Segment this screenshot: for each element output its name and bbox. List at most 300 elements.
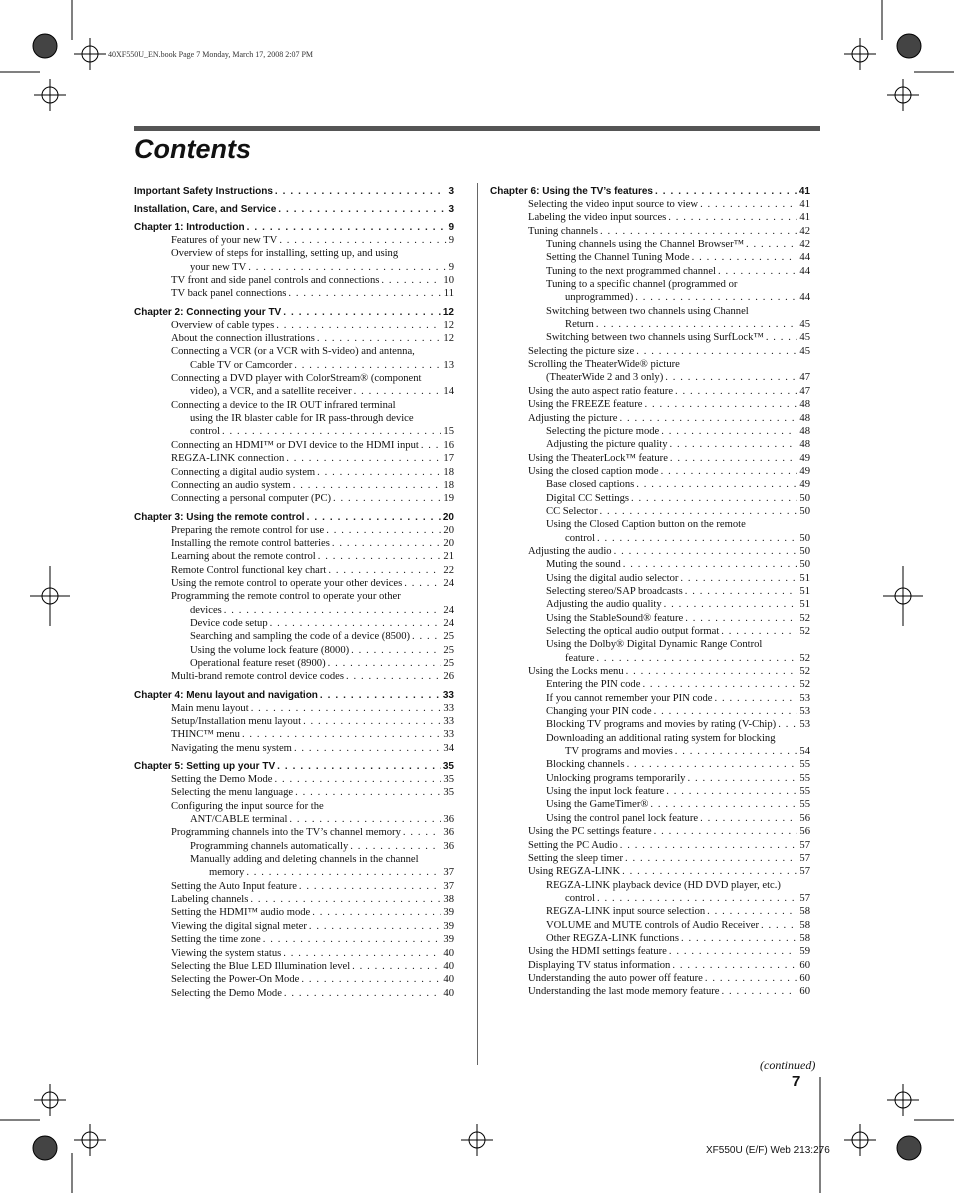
toc-right-column — [490, 185, 810, 999]
toc-entry-title: Using the TheaterLock™ feature — [528, 452, 668, 464]
toc-entry[interactable] — [134, 550, 454, 563]
dot-leader — [721, 625, 797, 638]
dot-leader — [664, 598, 798, 611]
toc-entry[interactable] — [490, 598, 810, 611]
toc-entry[interactable] — [490, 718, 810, 731]
toc-entry-page: 55 — [799, 786, 810, 798]
toc-entry[interactable] — [134, 702, 454, 715]
dot-leader — [687, 772, 797, 785]
toc-entry-title: Selecting stereo/SAP broadcasts — [546, 585, 683, 597]
toc-entry[interactable] — [490, 638, 810, 651]
toc-entry[interactable] — [490, 398, 810, 411]
dot-leader — [318, 550, 442, 563]
toc-entry[interactable] — [490, 358, 810, 371]
toc-entry[interactable] — [134, 537, 454, 550]
toc-entry-page: 50 — [799, 505, 810, 517]
toc-entry[interactable] — [490, 945, 810, 958]
toc-entry[interactable] — [134, 947, 454, 960]
toc-entry-title: Digital CC Settings — [546, 492, 629, 504]
toc-entry[interactable] — [134, 604, 454, 617]
dot-leader — [312, 906, 441, 919]
toc-entry[interactable] — [134, 728, 454, 741]
toc-entry[interactable] — [490, 318, 810, 331]
toc-entry[interactable] — [490, 972, 810, 985]
dot-leader — [278, 203, 446, 216]
dot-leader — [277, 760, 441, 773]
toc-chapter-entry[interactable] — [134, 203, 454, 216]
toc-entry-page: 38 — [443, 894, 454, 906]
toc-entry[interactable] — [490, 865, 810, 878]
toc-entry-title: Downloading an additional rating system for blocking — [546, 732, 776, 744]
dot-leader — [597, 892, 797, 905]
toc-entry-title: Chapter 5: Setting up your TV — [134, 761, 276, 773]
toc-chapter-entry[interactable] — [134, 221, 454, 234]
toc-entry-title: Using REGZA-LINK — [528, 866, 621, 878]
toc-entry-title: Manually adding and deleting channels in the channel — [190, 854, 419, 866]
toc-entry-page: 17 — [443, 453, 454, 465]
toc-entry-page: 45 — [799, 345, 810, 357]
dot-leader — [247, 221, 447, 234]
dot-leader — [635, 291, 797, 304]
toc-entry[interactable] — [134, 973, 454, 986]
toc-entry-page: 39 — [443, 920, 454, 932]
dot-leader — [654, 825, 798, 838]
toc-chapter-entry[interactable] — [490, 185, 810, 198]
toc-entry[interactable] — [134, 630, 454, 643]
toc-entry-page: 50 — [799, 532, 810, 544]
dot-leader — [620, 839, 798, 852]
dot-leader — [283, 947, 441, 960]
toc-entry-page: 52 — [799, 652, 810, 664]
toc-entry-page: 53 — [799, 706, 810, 718]
dot-leader — [623, 558, 798, 571]
toc-entry[interactable] — [134, 332, 454, 345]
toc-entry-page: 58 — [799, 932, 810, 944]
toc-entry-page: 48 — [799, 399, 810, 411]
dot-leader — [669, 945, 798, 958]
toc-entry[interactable] — [490, 812, 810, 825]
toc-entry[interactable] — [490, 251, 810, 264]
toc-entry[interactable] — [490, 959, 810, 972]
toc-entry-title: TV programs and movies — [565, 746, 673, 758]
toc-entry[interactable] — [490, 985, 810, 998]
toc-entry-page: 34 — [443, 742, 454, 754]
dot-leader — [293, 479, 442, 492]
toc-entry[interactable] — [134, 960, 454, 973]
dot-leader — [328, 657, 442, 670]
toc-entry-title: Operational feature reset (8900) — [190, 657, 326, 669]
toc-entry-page: 14 — [443, 386, 454, 398]
toc-entry[interactable] — [490, 758, 810, 771]
dot-leader — [309, 920, 442, 933]
toc-entry-page: 40 — [443, 974, 454, 986]
toc-entry[interactable] — [490, 905, 810, 918]
toc-entry[interactable] — [490, 478, 810, 491]
toc-entry-page: 55 — [799, 772, 810, 784]
toc-entry[interactable] — [134, 439, 454, 452]
toc-entry[interactable] — [134, 773, 454, 786]
toc-entry-title: Setting the Auto Input feature — [171, 880, 297, 892]
toc-entry[interactable] — [134, 920, 454, 933]
toc-entry[interactable] — [134, 987, 454, 1000]
toc-entry-page: 42 — [799, 225, 810, 237]
toc-entry-page: 44 — [799, 265, 810, 277]
toc-entry-title: VOLUME and MUTE controls of Audio Receiver — [546, 919, 760, 931]
toc-entry[interactable] — [134, 590, 454, 603]
dot-leader — [761, 919, 797, 932]
toc-entry-title: Tuning to the next programmed channel — [546, 265, 716, 277]
toc-entry-title: ANT/CABLE terminal — [190, 814, 288, 826]
dot-leader — [680, 572, 797, 585]
toc-entry-page: 54 — [799, 746, 810, 758]
dot-leader — [248, 261, 446, 274]
dot-leader — [224, 604, 442, 617]
toc-entry-page: 26 — [443, 671, 454, 683]
toc-entry[interactable] — [134, 670, 454, 683]
toc-entry[interactable] — [490, 625, 810, 638]
toc-entry[interactable] — [490, 558, 810, 571]
toc-entry-page: 15 — [443, 426, 454, 438]
dot-leader — [626, 665, 798, 678]
dot-leader — [351, 644, 441, 657]
toc-entry[interactable] — [490, 278, 810, 291]
toc-entry-title: Learning about the remote control — [171, 551, 316, 563]
toc-entry-title: Viewing the digital signal meter — [171, 920, 307, 932]
toc-entry-title: Selecting the Power-On Mode — [171, 974, 300, 986]
toc-entry-title: Selecting the menu language — [171, 787, 294, 799]
toc-entry-title: Using the closed caption mode — [528, 465, 659, 477]
toc-entry[interactable] — [490, 745, 810, 758]
toc-entry[interactable] — [134, 866, 454, 879]
toc-entry-title: Using the digital audio selector — [546, 572, 679, 584]
toc-entry[interactable] — [490, 678, 810, 691]
toc-entry[interactable] — [490, 785, 810, 798]
toc-entry[interactable] — [490, 198, 810, 211]
toc-entry[interactable] — [134, 399, 454, 412]
toc-entry-page: 39 — [443, 934, 454, 946]
toc-entry[interactable] — [490, 879, 810, 892]
toc-entry-page: 9 — [448, 261, 454, 273]
toc-entry[interactable] — [490, 892, 810, 905]
toc-entry-title: Chapter 4: Menu layout and navigation — [134, 689, 318, 701]
toc-entry[interactable] — [490, 665, 810, 678]
dot-leader — [301, 973, 441, 986]
dot-leader — [270, 617, 442, 630]
toc-entry-title: using the IR blaster cable for IR pass-through device — [190, 413, 414, 425]
toc-entry[interactable] — [490, 919, 810, 932]
toc-entry-title: Selecting the picture size — [528, 345, 635, 357]
toc-entry[interactable] — [490, 425, 810, 438]
toc-entry-title: your new TV — [190, 261, 247, 273]
toc-entry-title: control — [190, 426, 221, 438]
toc-entry[interactable] — [134, 524, 454, 537]
toc-entry[interactable] — [490, 532, 810, 545]
toc-entry[interactable] — [490, 572, 810, 585]
toc-entry[interactable] — [134, 715, 454, 728]
toc-entry-title: Overview of steps for installing, setting up, and using — [171, 248, 399, 260]
toc-entry-page: 40 — [443, 947, 454, 959]
toc-entry[interactable] — [134, 933, 454, 946]
toc-entry-title: feature — [565, 652, 595, 664]
toc-entry-page: 56 — [799, 826, 810, 838]
toc-entry-title: Device code setup — [190, 617, 268, 629]
toc-entry-title: Multi-brand remote control device codes — [171, 671, 344, 683]
toc-chapter-entry[interactable] — [134, 306, 454, 319]
toc-entry-title: Return — [565, 319, 594, 331]
dot-leader — [294, 742, 441, 755]
toc-chapter-entry[interactable] — [134, 185, 454, 198]
toc-entry[interactable] — [490, 772, 810, 785]
toc-entry-page: 36 — [443, 840, 454, 852]
toc-entry[interactable] — [490, 839, 810, 852]
toc-entry[interactable] — [490, 545, 810, 558]
toc-entry-title: Understanding the last mode memory feature — [528, 986, 720, 998]
toc-entry[interactable] — [490, 505, 810, 518]
toc-entry[interactable] — [490, 652, 810, 665]
toc-entry-title: Using the input lock feature — [546, 786, 665, 798]
toc-entry-title: TV back panel connections — [171, 288, 287, 300]
toc-entry[interactable] — [490, 798, 810, 811]
toc-entry-title: Using the FREEZE feature — [528, 399, 643, 411]
toc-entry[interactable] — [490, 265, 810, 278]
toc-entry-title: Base closed captions — [546, 479, 635, 491]
dot-leader — [246, 866, 441, 879]
toc-entry-page: 44 — [799, 292, 810, 304]
dot-leader — [307, 511, 441, 524]
toc-entry[interactable] — [134, 234, 454, 247]
toc-entry[interactable] — [134, 359, 454, 372]
toc-entry-title: Using the PC settings feature — [528, 826, 652, 838]
dot-leader — [685, 612, 797, 625]
dot-leader — [636, 345, 797, 358]
toc-entry-page: 51 — [799, 599, 810, 611]
toc-entry-title: If you cannot remember your PIN code — [546, 692, 713, 704]
dot-leader — [283, 306, 441, 319]
toc-entry[interactable] — [134, 800, 454, 813]
toc-entry[interactable] — [490, 692, 810, 705]
toc-entry[interactable] — [134, 466, 454, 479]
toc-entry-title: Tuning to a specific channel (programmed or — [546, 279, 738, 291]
toc-entry-page: 33 — [442, 689, 454, 701]
toc-entry[interactable] — [134, 385, 454, 398]
toc-entry[interactable] — [490, 385, 810, 398]
toc-entry-title: Connecting an HDMI™ or DVI device to the HDMI input — [171, 439, 419, 451]
toc-entry[interactable] — [490, 438, 810, 451]
toc-entry-title: video), a VCR, and a satellite receiver — [190, 386, 352, 398]
toc-entry[interactable] — [490, 452, 810, 465]
toc-entry[interactable] — [490, 225, 810, 238]
toc-entry[interactable] — [134, 564, 454, 577]
toc-entry-page: 57 — [799, 866, 810, 878]
toc-entry[interactable] — [134, 287, 454, 300]
toc-entry-title: Installation, Care, and Service — [134, 204, 277, 215]
toc-entry[interactable] — [134, 826, 454, 839]
dot-leader — [622, 865, 797, 878]
toc-entry[interactable] — [490, 852, 810, 865]
toc-entry[interactable] — [134, 906, 454, 919]
toc-entry-page: 52 — [799, 679, 810, 691]
toc-entry-page: 25 — [443, 631, 454, 643]
dot-leader — [317, 332, 442, 345]
toc-entry-page: 48 — [799, 412, 810, 424]
toc-entry[interactable] — [134, 247, 454, 260]
dot-leader — [288, 287, 441, 300]
dot-leader — [263, 933, 442, 946]
toc-entry[interactable] — [134, 452, 454, 465]
dot-leader — [722, 985, 798, 998]
toc-left-column — [134, 185, 454, 1000]
toc-entry[interactable] — [134, 786, 454, 799]
dot-leader — [675, 385, 797, 398]
toc-entry-title: Connecting a device to the IR OUT infrared terminal — [171, 399, 396, 411]
dot-leader — [317, 466, 441, 479]
toc-entry-title: Adjusting the picture quality — [546, 439, 668, 451]
toc-entry[interactable] — [134, 577, 454, 590]
toc-entry[interactable] — [490, 465, 810, 478]
toc-entry-page: 21 — [443, 551, 454, 563]
toc-entry-title: Viewing the system status — [171, 947, 282, 959]
toc-entry[interactable] — [134, 425, 454, 438]
dot-leader — [303, 715, 441, 728]
dot-leader — [655, 185, 797, 198]
dot-leader — [326, 524, 441, 537]
toc-entry-title: Programming channels automatically — [190, 840, 349, 852]
toc-entry[interactable] — [490, 345, 810, 358]
toc-entry-page: 51 — [799, 585, 810, 597]
toc-entry[interactable] — [134, 479, 454, 492]
toc-entry[interactable] — [490, 412, 810, 425]
toc-entry-title: Main menu layout — [171, 702, 249, 714]
toc-entry-title: REGZA-LINK connection — [171, 453, 285, 465]
toc-entry[interactable] — [134, 657, 454, 670]
toc-entry-page: 3 — [448, 204, 454, 215]
toc-entry-title: Connecting an audio system — [171, 479, 291, 491]
toc-entry[interactable] — [134, 372, 454, 385]
toc-entry[interactable] — [490, 612, 810, 625]
dot-leader — [668, 211, 797, 224]
toc-entry[interactable] — [134, 319, 454, 332]
toc-entry[interactable] — [134, 274, 454, 287]
toc-entry-page: 52 — [799, 612, 810, 624]
toc-entry[interactable] — [490, 371, 810, 384]
toc-entry-title: About the connection illustrations — [171, 333, 315, 345]
toc-entry-title: Understanding the auto power off feature — [528, 972, 703, 984]
toc-entry[interactable] — [134, 644, 454, 657]
toc-entry-page: 20 — [442, 511, 454, 523]
dot-leader — [332, 537, 442, 550]
toc-entry[interactable] — [134, 492, 454, 505]
toc-entry-page: 24 — [443, 604, 454, 616]
toc-entry-title: Adjusting the audio quality — [546, 599, 662, 611]
toc-entry-page: 40 — [443, 960, 454, 972]
toc-entry-page: 52 — [799, 626, 810, 637]
toc-chapter-entry[interactable] — [134, 511, 454, 524]
toc-entry[interactable] — [134, 813, 454, 826]
toc-entry[interactable] — [134, 880, 454, 893]
toc-entry-page: 16 — [443, 439, 454, 451]
dot-leader — [666, 785, 797, 798]
toc-entry-title: control — [565, 532, 596, 544]
toc-entry-page: 13 — [443, 359, 454, 371]
dot-leader — [692, 251, 798, 264]
toc-entry-page: 48 — [799, 439, 810, 451]
toc-entry-page: 41 — [798, 186, 810, 197]
toc-entry[interactable] — [134, 617, 454, 630]
toc-entry-title: Using the remote control to operate your other devices — [171, 577, 403, 589]
toc-entry[interactable] — [490, 932, 810, 945]
toc-entry[interactable] — [134, 345, 454, 358]
toc-entry[interactable] — [134, 261, 454, 274]
dot-leader — [707, 905, 797, 918]
dot-leader — [670, 438, 798, 451]
toc-entry-title: Displaying TV status information — [528, 959, 671, 971]
dot-leader — [275, 773, 442, 786]
dot-leader — [705, 972, 798, 985]
toc-entry-page: 42 — [799, 239, 810, 251]
toc-entry-page: 20 — [443, 524, 454, 536]
toc-entry[interactable] — [134, 893, 454, 906]
toc-entry-title: Selecting the Blue LED Illumination level — [171, 960, 351, 972]
dot-leader — [718, 265, 797, 278]
toc-entry-title: THINC™ menu — [171, 729, 240, 741]
toc-entry-title: Programming channels into the TV’s channel memory — [171, 827, 401, 839]
toc-entry-page: 19 — [443, 493, 454, 505]
title-rule — [134, 126, 820, 131]
toc-entry[interactable] — [490, 492, 810, 505]
toc-entry[interactable] — [134, 840, 454, 853]
toc-entry[interactable] — [490, 305, 810, 318]
toc-entry-title: Setup/Installation menu layout — [171, 716, 302, 727]
toc-entry-page: 39 — [443, 907, 454, 919]
toc-entry-title: Important Safety Instructions — [134, 186, 273, 197]
toc-entry[interactable] — [490, 331, 810, 344]
toc-entry[interactable] — [134, 742, 454, 755]
toc-entry[interactable] — [490, 211, 810, 224]
toc-entry-page: 45 — [799, 332, 810, 344]
toc-entry[interactable] — [134, 853, 454, 866]
toc-entry-page: 55 — [799, 799, 810, 811]
dot-leader — [746, 238, 797, 251]
toc-entry-page: 35 — [443, 774, 454, 786]
toc-chapter-entry[interactable] — [134, 689, 454, 702]
toc-entry-title: Connecting a DVD player with ColorStream® (component — [171, 373, 422, 385]
toc-entry-page: 24 — [443, 617, 454, 629]
toc-entry[interactable] — [490, 238, 810, 251]
toc-entry-title: REGZA-LINK playback device (HD DVD player, etc.) — [546, 879, 781, 891]
toc-entry[interactable] — [490, 825, 810, 838]
toc-entry[interactable] — [490, 291, 810, 304]
toc-entry-title: Chapter 6: Using the TV’s features — [490, 186, 653, 197]
toc-entry[interactable] — [134, 412, 454, 425]
dot-leader — [352, 960, 441, 973]
toc-entry-title: (TheaterWide 2 and 3 only) — [546, 372, 664, 384]
dot-leader — [715, 692, 798, 705]
continued-label: (continued) — [760, 1058, 816, 1072]
toc-entry[interactable] — [490, 585, 810, 598]
toc-entry[interactable] — [490, 732, 810, 745]
toc-entry-page: 33 — [443, 729, 454, 741]
toc-entry-title: TV front and side panel controls and connections — [171, 275, 380, 287]
dot-leader — [619, 412, 797, 425]
toc-entry-page: 9 — [448, 235, 454, 246]
toc-chapter-entry[interactable] — [134, 760, 454, 773]
toc-entry-title: Tuning channels using the Channel Browser™ — [546, 239, 745, 251]
toc-entry-title: devices — [190, 604, 222, 616]
toc-entry[interactable] — [490, 518, 810, 531]
toc-entry-page: 18 — [443, 479, 454, 491]
toc-entry[interactable] — [490, 705, 810, 718]
toc-entry-page: 33 — [443, 702, 454, 714]
